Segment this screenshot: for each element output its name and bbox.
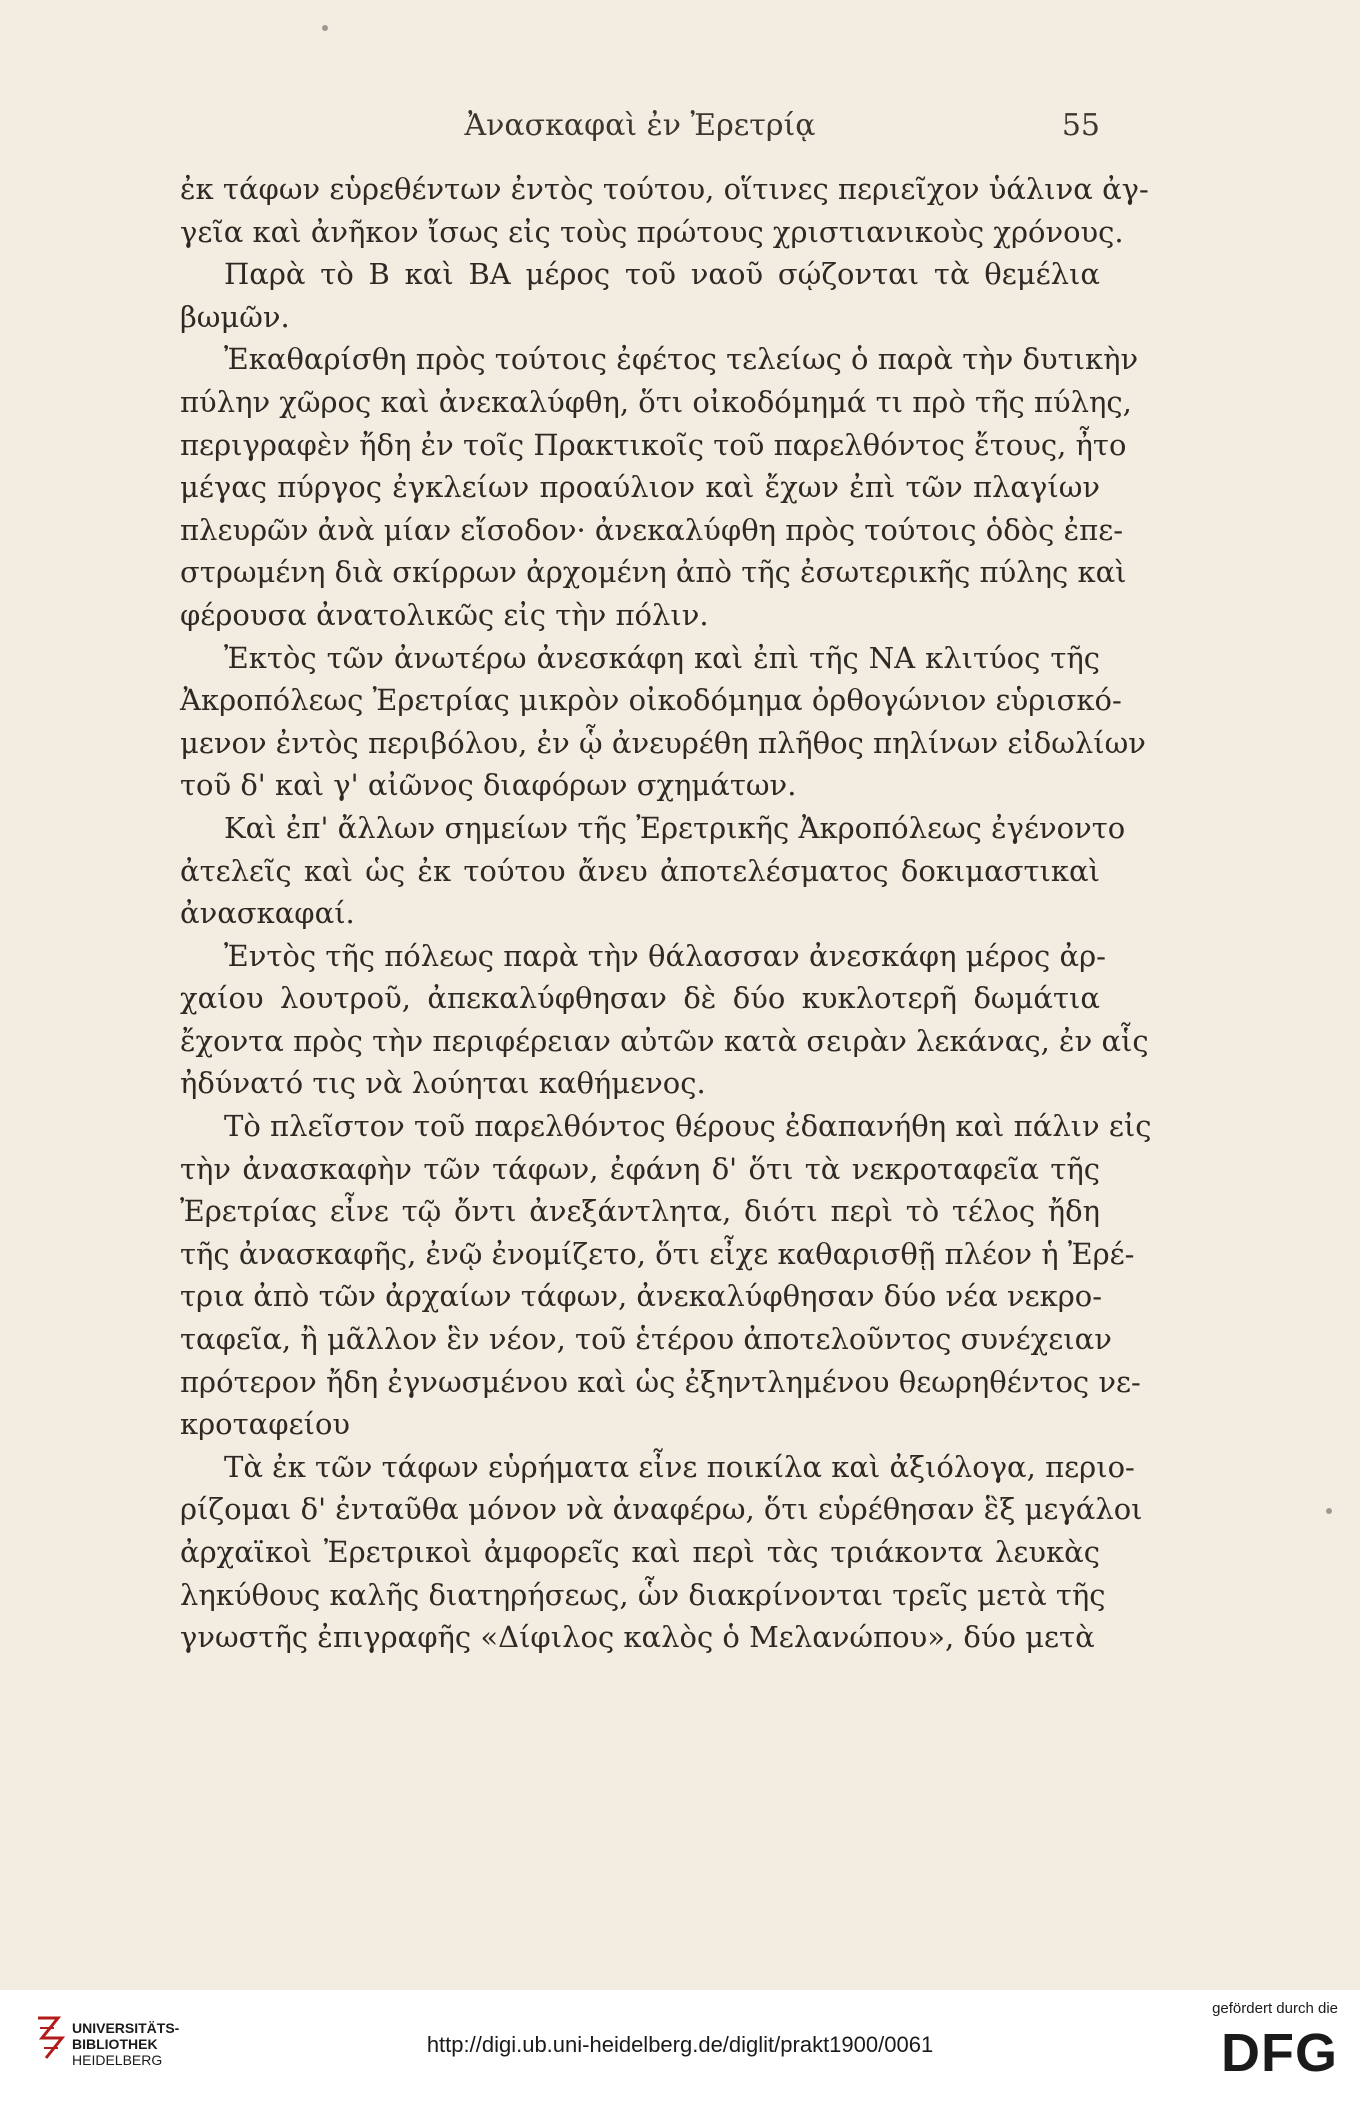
paragraph <box>180 168 1149 253</box>
library-name-line-1: UNIVERSITÄTS- <box>72 2020 180 2036</box>
text-line: ἀτελεῖς καὶ ὡς ἐκ τούτου ἄνευ ἀποτελέσματος δοκιμαστικαὶ <box>180 853 1100 888</box>
text-line: πρότερον ἤδη ἐγνωσμένου καὶ ὡς ἐξηντλημένου θεωρηθέντος νε- <box>180 1364 1141 1399</box>
text-line: γεῖα καὶ ἀνῆκον ἴσως εἰς τοὺς πρώτους χριστιανικοὺς χρόνους. <box>180 214 1124 249</box>
text-line: Ἐκτὸς τῶν ἀνωτέρω ἀνεσκάφη καὶ ἐπὶ τῆς ΝΑ κλιτύος τῆς <box>224 640 1100 675</box>
text-line: ταφεῖα, ἢ μᾶλλον ἓν νέον, τοῦ ἑτέρου ἀποτελοῦντος συνέχειαν <box>180 1322 1112 1357</box>
text-line: ἔχοντα πρὸς τὴν περιφέρειαν αὐτῶν κατὰ σειρὰν λεκάνας, ἐν αἷς <box>180 1023 1149 1058</box>
text-line: Τὰ ἐκ τῶν τάφων εὑρήματα εἶνε ποικίλα καὶ ἀξιόλογα, περιο- <box>224 1449 1135 1484</box>
text-line: Τὸ πλεῖστον τοῦ παρελθόντος θέρους ἐδαπανήθη καὶ πάλιν εἰς <box>224 1109 1152 1144</box>
text-line: γνωστῆς ἐπιγραφῆς «Δίφιλος καλὸς ὁ Μελανώπου», δύο μετὰ <box>180 1620 1095 1655</box>
text-line: χαίου λουτροῦ, ἀπεκαλύφθησαν δὲ δύο κυκλοτερῆ δωμάτια <box>180 981 1100 1016</box>
running-title: Ἀνασκαφαὶ ἐν Ἐρετρίᾳ <box>464 108 816 143</box>
text-line: βωμῶν. <box>180 299 290 334</box>
paragraph <box>180 253 1100 338</box>
running-header <box>180 108 1100 148</box>
text-line: Ἐντὸς τῆς πόλεως παρὰ τὴν θάλασσαν ἀνεσκάφη μέρος ἀρ- <box>224 938 1106 973</box>
funding-text: gefördert durch die <box>1212 2000 1338 2017</box>
text-line: ληκύθους καλῆς διατηρήσεως, ὧν διακρίνονται τρεῖς μετὰ τῆς <box>180 1577 1106 1612</box>
text-line: περιγραφὲν ἤδη ἐν τοῖς Πρακτικοῖς τοῦ παρελθόντος ἔτους, ἦτο <box>180 427 1127 462</box>
text-line: Ἐκαθαρίσθη πρὸς τούτοις ἐφέτος τελείως ὁ παρὰ τὴν δυτικὴν <box>224 342 1139 377</box>
text-line: ρίζομαι δ' ἐνταῦθα μόνον νὰ ἀναφέρω, ὅτι εὑρέθησαν ἓξ μεγάλοι <box>180 1492 1143 1527</box>
text-line: στρωμένη διὰ σκίρρων ἀρχομένη ἀπὸ τῆς ἐσωτερικῆς πύλης καὶ <box>180 555 1127 590</box>
paragraph <box>180 338 1139 636</box>
text-line: Ἐρετρίας εἶνε τῷ ὄντι ἀνεξάντλητα, διότι περὶ τὸ τέλος ἤδη <box>180 1194 1100 1229</box>
text-line: φέρουσα ἀνατολικῶς εἰς τὴν πόλιν. <box>180 597 709 632</box>
dfg-wordmark: DFG <box>1221 2023 1338 2083</box>
text-line: Καὶ ἐπ' ἄλλων σημείων τῆς Ἐρετρικῆς Ἀκροπόλεως ἐγένοντο <box>224 810 1126 845</box>
viewer-footer <box>0 1990 1360 2101</box>
library-name-line-3: HEIDELBERG <box>72 2052 163 2068</box>
text-line: ἀρχαϊκοὶ Ἐρετρικοὶ ἀμφορεῖς καὶ περὶ τὰς τριάκοντα λευκὰς <box>180 1535 1100 1569</box>
paragraph <box>180 637 1146 807</box>
paragraph <box>180 1446 1143 1659</box>
library-name-line-2: BIBLIOTHEK <box>72 2036 158 2052</box>
paragraph <box>180 807 1126 935</box>
text-line: πύλην χῶρος καὶ ἀνεκαλύφθη, ὅτι οἰκοδόμημά τι πρὸ τῆς πύλης, <box>180 384 1132 419</box>
text-line: ἐκ τάφων εὑρεθέντων ἐντὸς τούτου, οἵτινες περιεῖχον ὑάλινα ἀγ- <box>180 172 1149 206</box>
text-line: Ἀκροπόλεως Ἐρετρίας μικρὸν οἰκοδόμημα ὀρθογώνιον εὑρισκό- <box>180 683 1122 718</box>
text-line: τὴν ἀνασκαφὴν τῶν τάφων, ἐφάνη δ' ὅτι τὰ νεκροταφεῖα τῆς <box>180 1151 1100 1186</box>
paragraph <box>180 1105 1152 1446</box>
text-line: ἀνασκαφαί. <box>180 896 355 931</box>
text-line: ἠδύνατό τις νὰ λούηται καθήμενος. <box>180 1066 706 1101</box>
permalink-url[interactable]: http://digi.ub.uni-heidelberg.de/diglit/prakt1900/0061 <box>426 2032 934 2057</box>
text-line: κροταφείου <box>180 1407 351 1442</box>
text-line: μενον ἐντὸς περιβόλου, ἐν ᾧ ἀνευρέθη πλῆθος πηλίνων εἰδωλίων <box>180 725 1146 760</box>
paper-speck <box>1326 1508 1332 1514</box>
paper-speck <box>322 25 328 31</box>
text-line: τοῦ δ' καὶ γ' αἰῶνος διαφόρων σχημάτων. <box>180 768 797 803</box>
text-line: τρια ἀπὸ τῶν ἀρχαίων τάφων, ἀνεκαλύφθησαν δύο νέα νεκρο- <box>180 1279 1103 1314</box>
text-line: μέγας πύργος ἐγκλείων προαύλιον καὶ ἔχων ἐπὶ τῶν πλαγίων <box>180 470 1100 505</box>
text-line: πλευρῶν ἀνὰ μίαν εἴσοδον· ἀνεκαλύφθη πρὸς τούτοις ὁδὸς ἐπε- <box>180 512 1124 547</box>
text-line: τῆς ἀνασκαφῆς, ἐνῷ ἐνομίζετο, ὅτι εἶχε καθαρισθῇ πλέον ἡ Ἐρέ- <box>180 1236 1135 1271</box>
page-number: 55 <box>1061 108 1100 143</box>
dfg-logo[interactable] <box>1178 2000 1338 2090</box>
text-line: Παρὰ τὸ Β καὶ ΒΑ μέρος τοῦ ναοῦ σῴζονται τὰ θεμέλια <box>224 257 1100 292</box>
page-body-text <box>180 168 1152 1659</box>
paragraph <box>180 935 1149 1105</box>
